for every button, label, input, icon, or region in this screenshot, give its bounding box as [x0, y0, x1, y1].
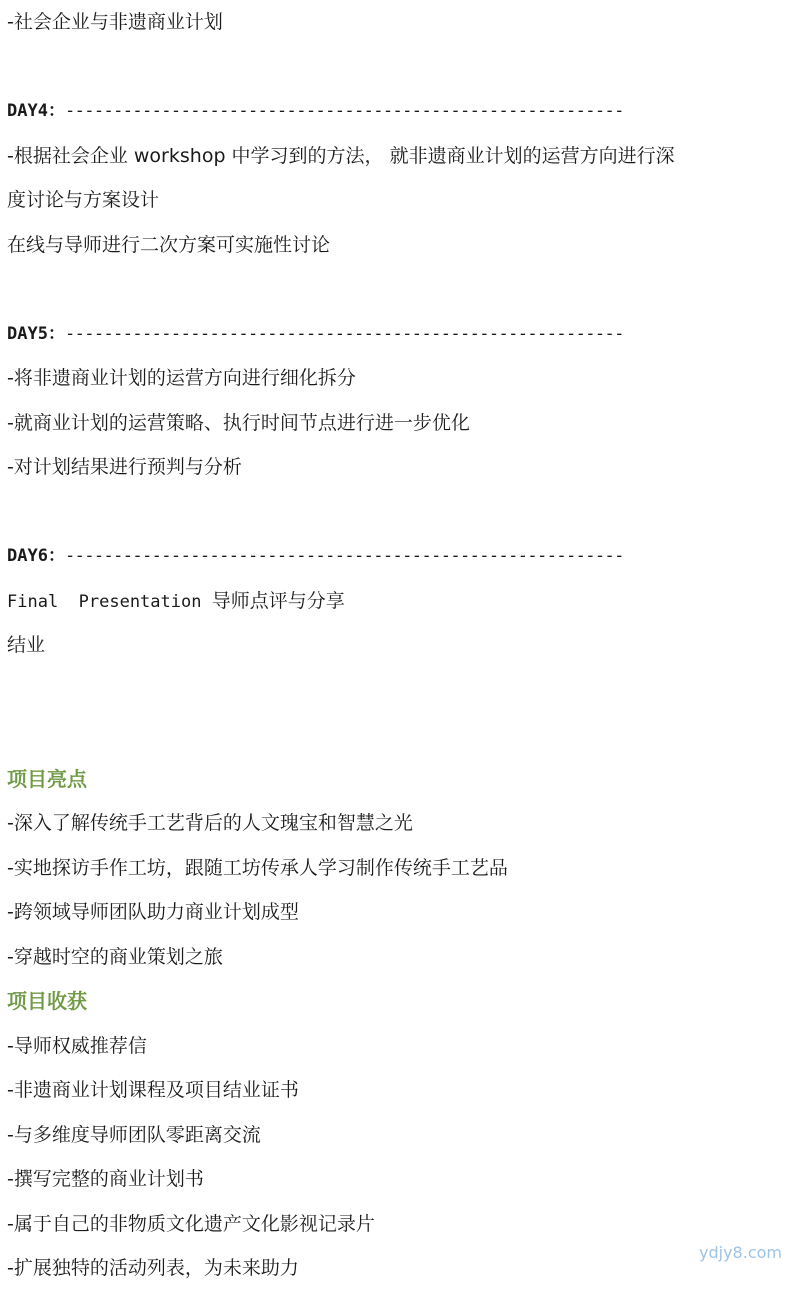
day4-heading	[7, 89, 797, 134]
highlight-item: -穿越时空的商业策划之旅	[7, 945, 223, 968]
day4-item: 度讨论与方案设计	[7, 189, 160, 211]
spacer	[7, 45, 797, 90]
spacer	[7, 712, 797, 757]
day5-label: DAY5：	[7, 323, 65, 344]
day6-presentation	[7, 579, 797, 624]
spacer	[7, 668, 797, 713]
day6-label: DAY6：	[7, 546, 65, 566]
day3-item: -社会企业与非遗商业计划	[7, 11, 223, 33]
day5-item: -就商业计划的运营策略、执行时间节点进行进一步优化	[7, 411, 470, 434]
day4-item: 在线与导师进行二次方案可实施性讨论	[7, 233, 331, 256]
day5-item: -对计划结果进行预判与分析	[7, 456, 242, 478]
site-watermark: ydjy8.com	[699, 1243, 782, 1262]
day6-heading	[7, 534, 797, 579]
gain-item: -导师权威推荐信	[7, 1034, 147, 1057]
gain-item: -与多维度导师团队零距离交流	[7, 1123, 261, 1146]
highlight-item: -深入了解传统手工艺背后的人文瑰宝和智慧之光	[7, 812, 413, 834]
gain-item: -扩展独特的活动列表，为未来助力	[7, 1257, 299, 1279]
gain-item: -属于自己的非物质文化遗产文化影视记录片	[7, 1212, 375, 1235]
gain-item: -撰写完整的商业计划书	[7, 1168, 204, 1190]
day6-presentation-rest: 导师点评与分享	[211, 589, 345, 612]
day5-heading	[7, 312, 797, 357]
day5-item: -将非遗商业计划的运营方向进行细化拆分	[7, 367, 356, 389]
gains-title: 项目收获	[7, 989, 87, 1013]
spacer	[7, 267, 797, 312]
highlight-item: -跨领域导师团队助力商业计划成型	[7, 901, 299, 923]
highlights-title: 项目亮点	[7, 766, 87, 791]
day4-divider: ----------------------------------------------------------	[64, 101, 624, 121]
day4-item: -根据社会企业 workshop 中学习到的方法， 就非遗商业计划的运营方向进行深	[7, 144, 675, 167]
day6-presentation-latin: Final Presentation	[7, 591, 212, 612]
highlight-item: -实地探访手作工坊，跟随工坊传承人学习制作传统手工艺品	[7, 856, 508, 879]
day4-label: DAY4：	[7, 101, 65, 121]
day6-divider: ----------------------------------------------------------	[64, 546, 624, 566]
day5-divider: ----------------------------------------------------------	[64, 323, 624, 344]
day6-item: 结业	[7, 634, 46, 656]
gain-item: -非遗商业计划课程及项目结业证书	[7, 1079, 299, 1101]
spacer	[7, 490, 797, 535]
document-body	[7, 0, 797, 1291]
